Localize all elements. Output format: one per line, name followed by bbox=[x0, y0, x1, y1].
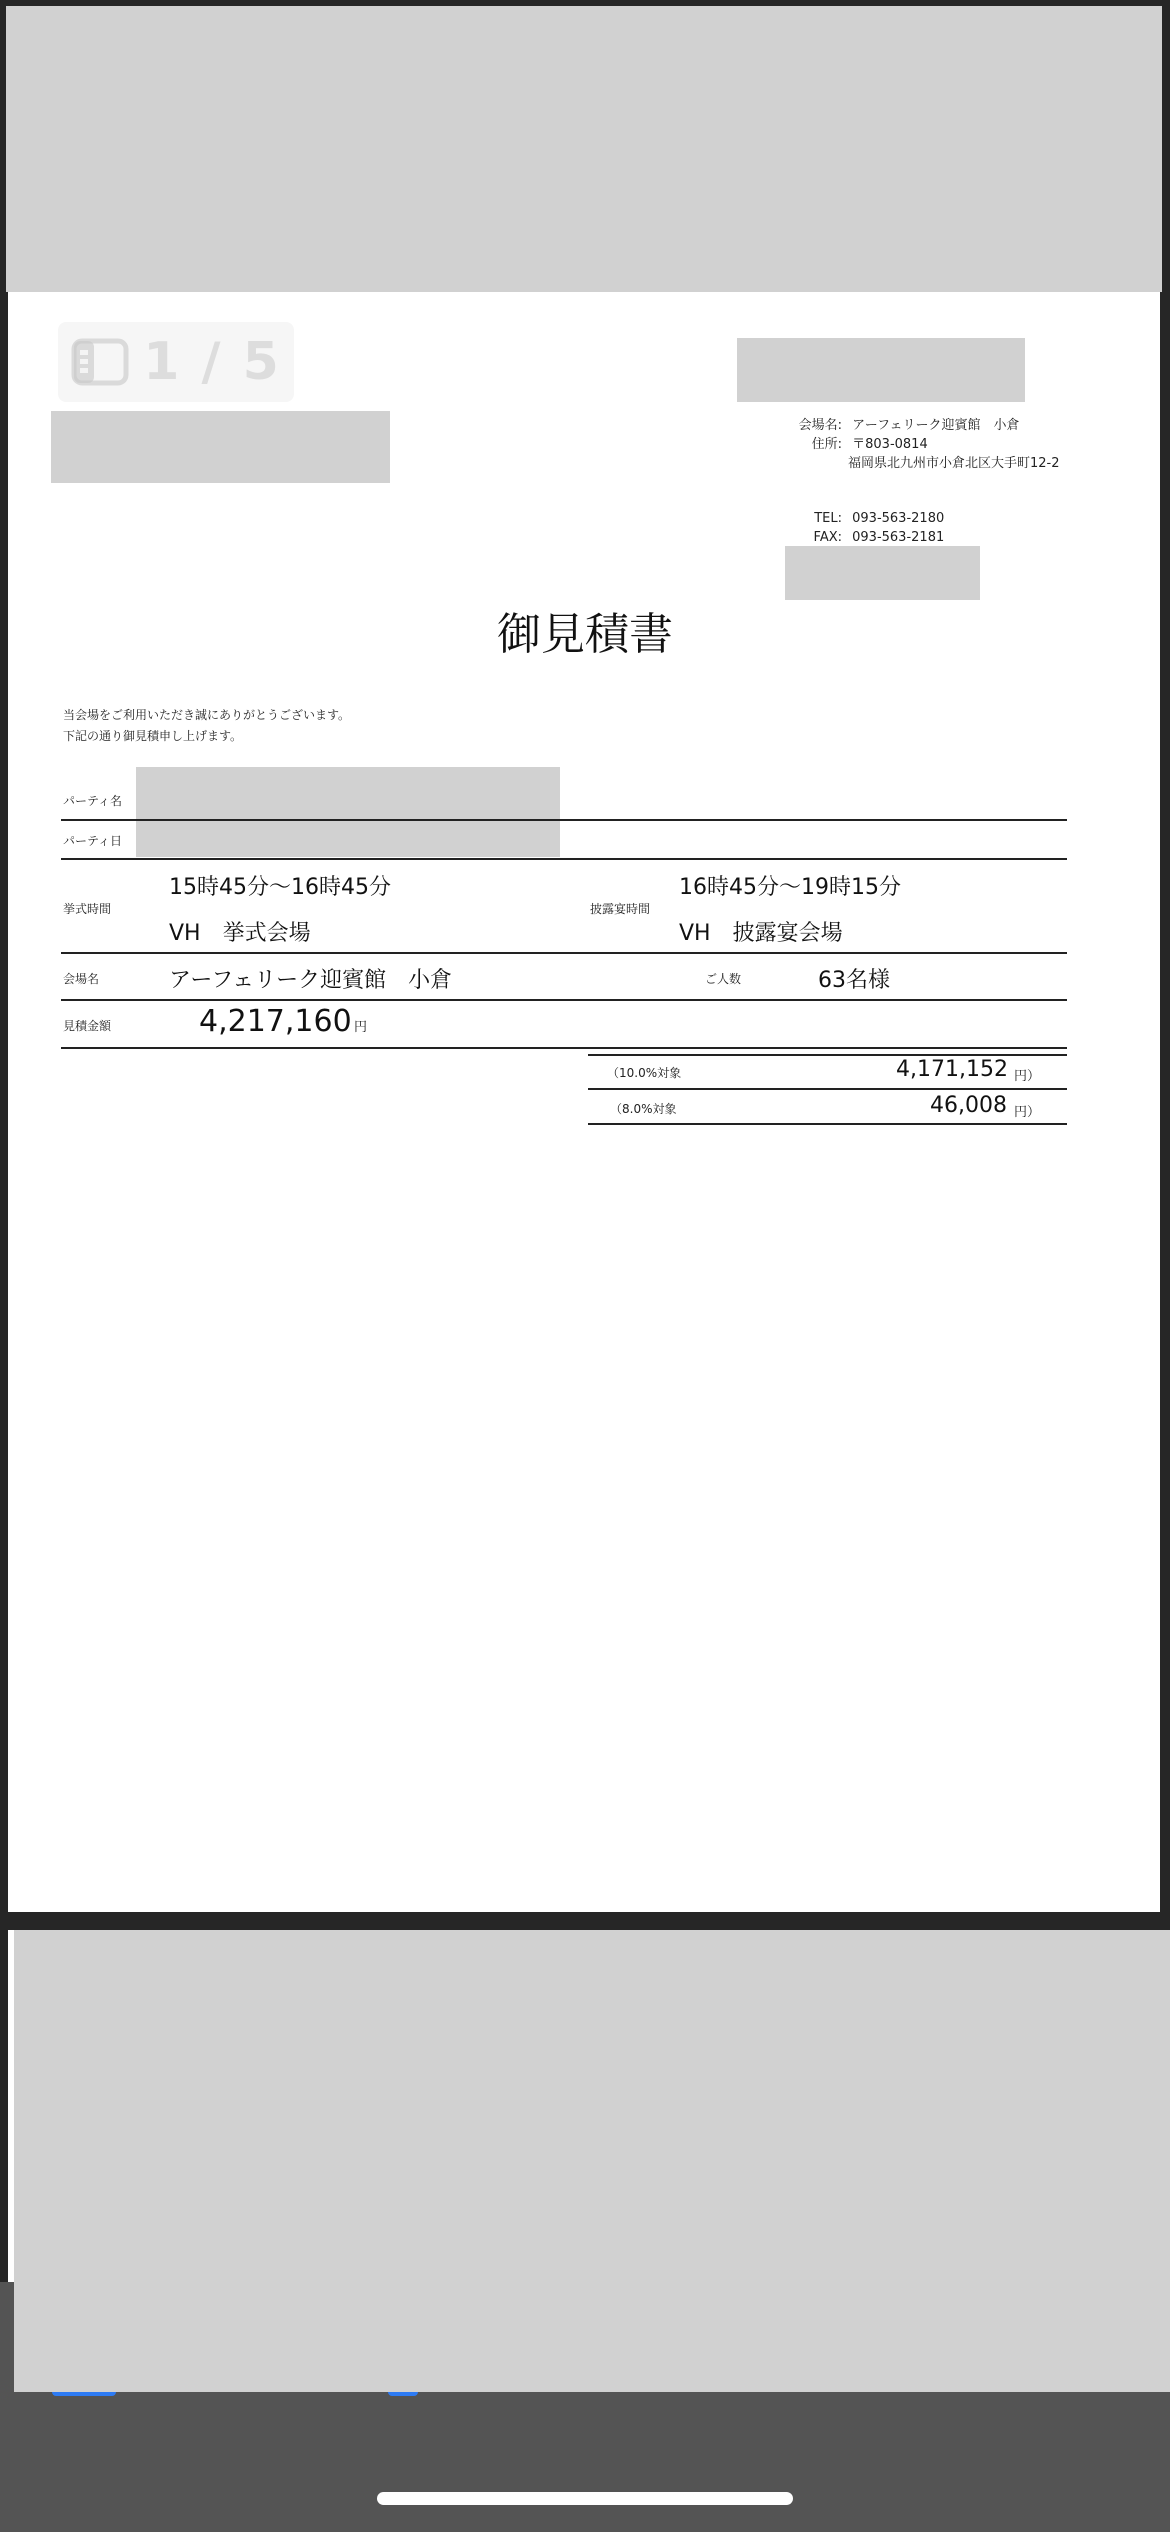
party-date-label: パーティ日 bbox=[63, 834, 123, 848]
estimate-amount: 4,217,160 bbox=[199, 1004, 352, 1039]
address-value: 福岡県北九州市小倉北区大手町12-2 bbox=[848, 456, 1060, 471]
venue-label: 会場名: bbox=[798, 418, 842, 433]
tax-10-amount: 4,171,152 bbox=[896, 1057, 1008, 1082]
divider bbox=[588, 1054, 1067, 1056]
greeting-line-1: 当会場をご利用いただき誠にありがとうございます。 bbox=[63, 708, 351, 722]
guests-label: ご人数 bbox=[705, 972, 742, 986]
redacted-customer-block bbox=[51, 411, 390, 483]
redacted-party-info bbox=[136, 767, 560, 857]
divider bbox=[61, 819, 1067, 821]
estimate-label: 見積金額 bbox=[63, 1019, 112, 1033]
address-row bbox=[782, 433, 928, 452]
page-counter: 1 / 5 bbox=[143, 332, 281, 392]
document-title: 御見積書 bbox=[497, 609, 673, 660]
redacted-bottom-area bbox=[14, 1930, 1170, 2392]
tax-10-unit: 円） bbox=[1014, 1069, 1041, 1084]
divider bbox=[61, 952, 1067, 954]
divider bbox=[61, 999, 1067, 1001]
reception-time: 16時45分〜19時15分 bbox=[679, 875, 901, 900]
divider bbox=[588, 1088, 1067, 1090]
address-label: 住所: bbox=[811, 437, 842, 452]
tel-row bbox=[782, 511, 944, 526]
fax-row bbox=[782, 530, 944, 545]
divider bbox=[61, 1047, 1067, 1049]
ceremony-room: VH 挙式会場 bbox=[169, 921, 311, 946]
divider bbox=[588, 1123, 1067, 1125]
greeting-line-2: 下記の通り御見積申し上げます。 bbox=[63, 729, 243, 743]
venue-name-row bbox=[782, 414, 1019, 433]
redacted-company-logo bbox=[737, 338, 1025, 402]
home-indicator[interactable] bbox=[377, 2492, 793, 2505]
postal-code: 〒803-0814 bbox=[852, 437, 928, 452]
venue-value: アーフェリーク迎賓館 小倉 bbox=[852, 418, 1020, 433]
venue-name-value: アーフェリーク迎賓館 小倉 bbox=[169, 968, 453, 993]
sidebar-pages-icon bbox=[71, 338, 129, 386]
reception-time-label: 披露宴時間 bbox=[590, 902, 651, 916]
fax-value: 093-563-2181 bbox=[852, 530, 945, 545]
tax-10-label: （10.0%対象 bbox=[607, 1066, 682, 1080]
page-indicator bbox=[58, 322, 294, 402]
tax-8-amount: 46,008 bbox=[930, 1093, 1007, 1118]
party-name-label: パーティ名 bbox=[63, 794, 123, 808]
guests-value: 63名様 bbox=[818, 968, 890, 993]
reception-room: VH 披露宴会場 bbox=[679, 921, 843, 946]
tax-8-unit: 円） bbox=[1014, 1105, 1041, 1120]
ceremony-time-label: 挙式時間 bbox=[63, 902, 112, 916]
tax-8-label: （8.0%対象 bbox=[610, 1102, 677, 1116]
redacted-stamp bbox=[785, 546, 980, 600]
tel-value: 093-563-2180 bbox=[852, 511, 945, 526]
divider bbox=[61, 858, 1067, 860]
estimate-yen: 円 bbox=[354, 1020, 368, 1035]
tel-label: TEL: bbox=[814, 511, 842, 526]
venue-name-label: 会場名 bbox=[63, 972, 100, 986]
ceremony-time: 15時45分〜16時45分 bbox=[169, 875, 391, 900]
fax-label: FAX: bbox=[813, 530, 842, 545]
redacted-header-area bbox=[6, 6, 1162, 292]
